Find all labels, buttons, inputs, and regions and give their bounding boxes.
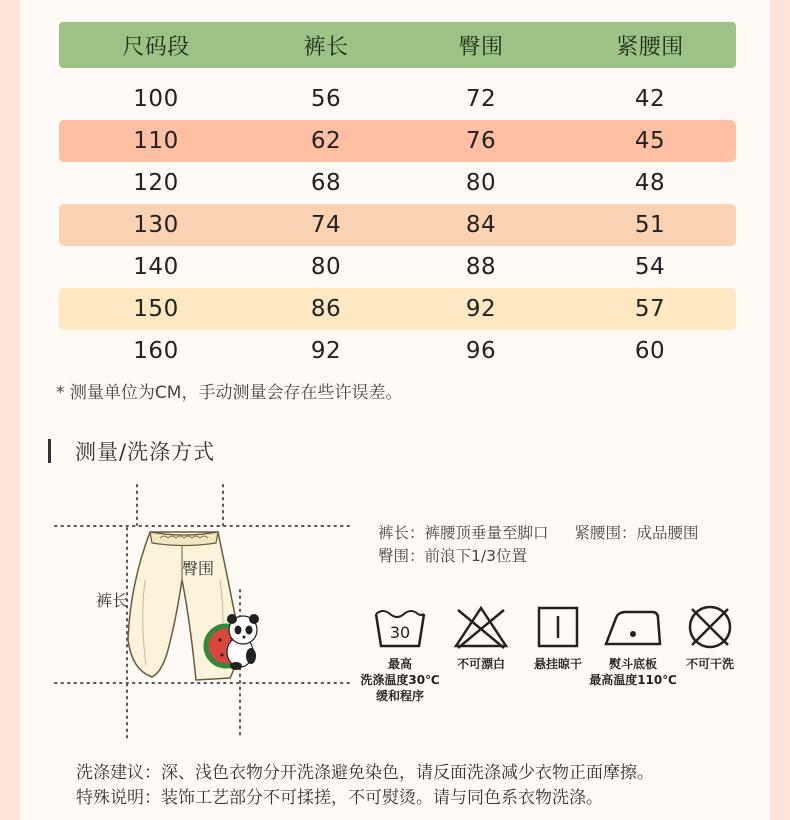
length-cell: 80 — [310, 254, 342, 280]
no-bleach-icon — [452, 604, 510, 650]
size-cell: 160 — [133, 338, 179, 364]
header-size: 尺码段 — [122, 34, 190, 60]
waist-cell: 45 — [634, 128, 666, 154]
page — [20, 0, 770, 820]
table-row — [59, 78, 736, 120]
measurement-note: * 测量单位为CM，手动测量会存在些许误差。 — [56, 383, 403, 403]
care-label-iron-line2: 最高温度110℃ — [589, 673, 677, 687]
size-cell: 120 — [133, 170, 179, 196]
size-cell: 150 — [133, 296, 179, 322]
size-cell: 140 — [133, 254, 179, 280]
header-length: 裤长 — [303, 34, 349, 60]
hang-dry-icon — [535, 604, 581, 650]
title-bar — [48, 439, 51, 463]
care-label-iron — [589, 656, 677, 688]
length-cell: 62 — [310, 128, 342, 154]
wash-advice-line1: 洗涤建议：深、浅色衣物分开洗涤避免染色，请反面洗涤减少衣物正面摩擦。 — [76, 763, 654, 783]
section-title-text: 测量/洗涤方式 — [75, 440, 216, 464]
table-row — [59, 162, 736, 204]
waist-instruction: 紧腰围：成品腰围 — [574, 524, 699, 542]
care-label-wash-line1: 最高 — [387, 657, 412, 671]
waist-cell: 48 — [634, 170, 666, 196]
hip-cell: 84 — [465, 212, 497, 238]
length-cell: 74 — [310, 212, 342, 238]
waist-cell: 54 — [634, 254, 666, 280]
size-cell: 130 — [133, 212, 179, 238]
iron-low-icon — [602, 604, 664, 650]
wash-advice — [76, 761, 654, 811]
care-label-no-dry-clean: 不可干洗 — [685, 657, 734, 671]
hip-cell: 72 — [465, 86, 497, 112]
waist-cell: 42 — [634, 86, 666, 112]
waist-cell: 51 — [634, 212, 666, 238]
hip-cell: 80 — [465, 170, 497, 196]
table-row — [59, 120, 736, 162]
size-table — [59, 22, 736, 372]
wash-30-icon — [373, 604, 427, 650]
table-row — [59, 246, 736, 288]
length-label: 裤长 — [96, 591, 129, 610]
care-label-no-bleach: 不可漂白 — [456, 657, 505, 671]
header-waist: 紧腰围 — [616, 34, 684, 60]
length-cell: 68 — [310, 170, 342, 196]
care-label-wash-line3: 缓和程序 — [375, 689, 424, 703]
length-cell: 56 — [310, 86, 342, 112]
hip-instruction: 臀围：前浪下1/3位置 — [378, 547, 527, 565]
waist-cell: 60 — [634, 338, 666, 364]
pants-diagram — [50, 480, 350, 745]
care-no-dry-clean — [677, 604, 743, 672]
pants-illustration — [50, 480, 350, 745]
header-hip: 臀围 — [458, 34, 504, 60]
table-row — [59, 204, 736, 246]
waist-cell: 57 — [634, 296, 666, 322]
wash-advice-line2: 特殊说明：装饰工艺部分不可揉搓，不可熨烫。请与同色系衣物洗涤。 — [76, 788, 603, 808]
table-row — [59, 330, 736, 372]
hip-cell: 92 — [465, 296, 497, 322]
table-row — [59, 288, 736, 330]
care-iron — [588, 604, 678, 688]
wash-temp-text: 30 — [389, 623, 411, 642]
size-cell: 100 — [133, 86, 179, 112]
hip-cell: 96 — [465, 338, 497, 364]
measure-line-1 — [378, 522, 699, 545]
care-hang-dry — [525, 604, 591, 672]
length-cell: 86 — [310, 296, 342, 322]
size-cell: 110 — [133, 128, 179, 154]
length-instruction: 裤长：裤腰顶垂量至脚口 — [378, 524, 549, 542]
care-label-iron-line1: 熨斗底板 — [608, 657, 657, 671]
section-title — [48, 436, 215, 466]
care-no-bleach — [448, 604, 514, 672]
measurement-instructions — [378, 522, 699, 568]
hip-cell: 76 — [465, 128, 497, 154]
care-label-wash-line2: 洗涤温度30℃ — [360, 673, 440, 687]
care-wash-30 — [356, 604, 444, 704]
hip-cell: 88 — [465, 254, 497, 280]
care-label-wash — [360, 656, 439, 704]
hip-label: 臀围 — [182, 559, 215, 578]
no-dry-clean-icon — [686, 604, 734, 650]
table-header — [59, 22, 736, 68]
care-label-hang-dry: 悬挂晾干 — [533, 657, 582, 671]
length-cell: 92 — [310, 338, 342, 364]
